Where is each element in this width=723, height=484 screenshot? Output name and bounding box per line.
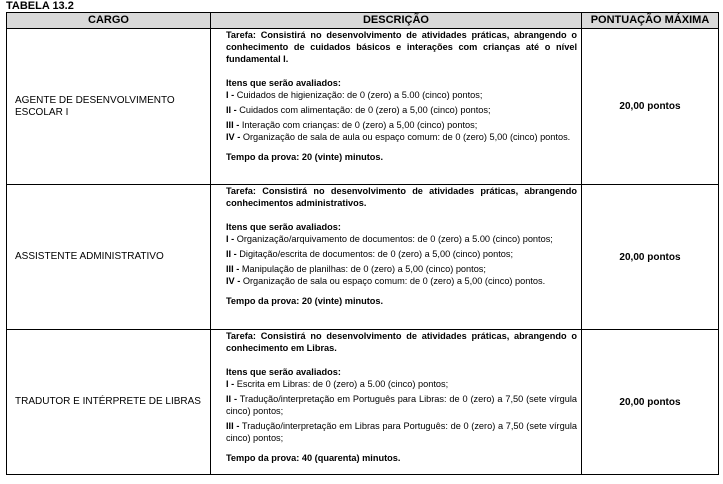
tempo-text: Tempo da prova: 20 (vinte) minutos.	[226, 296, 384, 306]
item-number: IV -	[226, 132, 241, 142]
table-row	[7, 185, 719, 330]
tarefa-text: Tarefa: Consistirá no desenvolvimento de atividades práticas, abrangendo conhecimentos administrativos.	[226, 186, 577, 208]
item-text: Organização/arquivamento de documentos: de 0 (zero) a 5.00 (cinco) pontos;	[234, 234, 553, 244]
item-text: Escrita em Libras: de 0 (zero) a 5.00 (cinco) pontos;	[234, 379, 449, 389]
evaluation-table	[6, 12, 719, 475]
itens-heading: Itens que serão avaliados:	[226, 78, 341, 88]
item	[226, 248, 577, 260]
item-text: Tradução/interpretação em Libras para Português: de 0 (zero) a 7,50 (sete vírgula cinco) pontos;	[226, 421, 577, 443]
tarefa-text: Tarefa: Consistirá no desenvolvimento de atividades práticas, abrangendo o conhecimento em Libras.	[226, 331, 577, 353]
item-number: I -	[226, 379, 235, 389]
table-title: TABELA 13.2	[6, 0, 74, 12]
item-number: II -	[226, 249, 237, 259]
item-number: II -	[226, 394, 238, 404]
item-text: Manipulação de planilhas: de 0 (zero) a 5,00 (cinco) pontos;	[239, 264, 486, 274]
tempo-text: Tempo da prova: 40 (quarenta) minutos.	[226, 453, 401, 463]
description-cell	[211, 29, 582, 185]
table-row	[7, 29, 719, 185]
item	[226, 119, 577, 131]
header-pontuacao: PONTUAÇÃO MÁXIMA	[582, 13, 719, 29]
item-text: Digitação/escrita de documentos: de 0 (zero) a 5,00 (cinco) pontos;	[236, 249, 513, 259]
item	[226, 263, 577, 275]
cargo-cell: ASSISTENTE ADMINISTRATIVO	[7, 185, 211, 330]
itens-heading: Itens que serão avaliados:	[226, 222, 341, 232]
item-text: Cuidados de higienização: de 0 (zero) a 5.00 (cinco) pontos;	[234, 90, 483, 100]
points-cell: 20,00 pontos	[582, 29, 719, 185]
item	[226, 233, 577, 245]
item-text: Tradução/interpretação em Português para Libras: de 0 (zero) a 7,50 (sete vírgula cinco) pontos;	[226, 394, 577, 416]
item-text: Interação com crianças: de 0 (zero) a 5,00 (cinco) pontos;	[239, 120, 478, 130]
tarefa-text: Tarefa: Consistirá no desenvolvimento de atividades práticas, abrangendo o conhecimento de cuidados básicos e interações com crianças até o nível fundamental I.	[226, 30, 577, 64]
cargo-cell: TRADUTOR E INTÉRPRETE DE LIBRAS	[7, 330, 211, 475]
item-number: IV -	[226, 276, 241, 286]
item	[226, 420, 577, 444]
description-cell	[211, 330, 582, 475]
item-number: I -	[226, 90, 235, 100]
tempo-text: Tempo da prova: 20 (vinte) minutos.	[226, 152, 384, 162]
item-number: III -	[226, 120, 240, 130]
itens-heading: Itens que serão avaliados:	[226, 367, 341, 377]
item-text: Organização de sala de aula ou espaço comum: de 0 (zero) 5,00 (cinco) pontos.	[240, 132, 571, 142]
header-cargo: CARGO	[7, 13, 211, 29]
item	[226, 104, 577, 116]
item	[226, 393, 577, 417]
points-cell: 20,00 pontos	[582, 330, 719, 475]
item	[226, 131, 577, 143]
item-number: III -	[226, 264, 240, 274]
header-descricao: DESCRIÇÃO	[211, 13, 582, 29]
cargo-cell: AGENTE DE DESENVOLVIMENTO ESCOLAR I	[7, 29, 211, 185]
description-cell	[211, 185, 582, 330]
item-text: Cuidados com alimentação: de 0 (zero) a 5,00 (cinco) pontos;	[236, 105, 491, 115]
item-number: II -	[226, 105, 237, 115]
item	[226, 89, 577, 101]
item-number: III -	[226, 421, 240, 431]
item	[226, 275, 577, 287]
item-number: I -	[226, 234, 235, 244]
item-text: Organização de sala ou espaço comum: de 0 (zero) a 5,00 (cinco) pontos.	[240, 276, 546, 286]
header-row	[7, 13, 719, 29]
table-row	[7, 330, 719, 475]
item	[226, 378, 577, 390]
points-cell: 20,00 pontos	[582, 185, 719, 330]
